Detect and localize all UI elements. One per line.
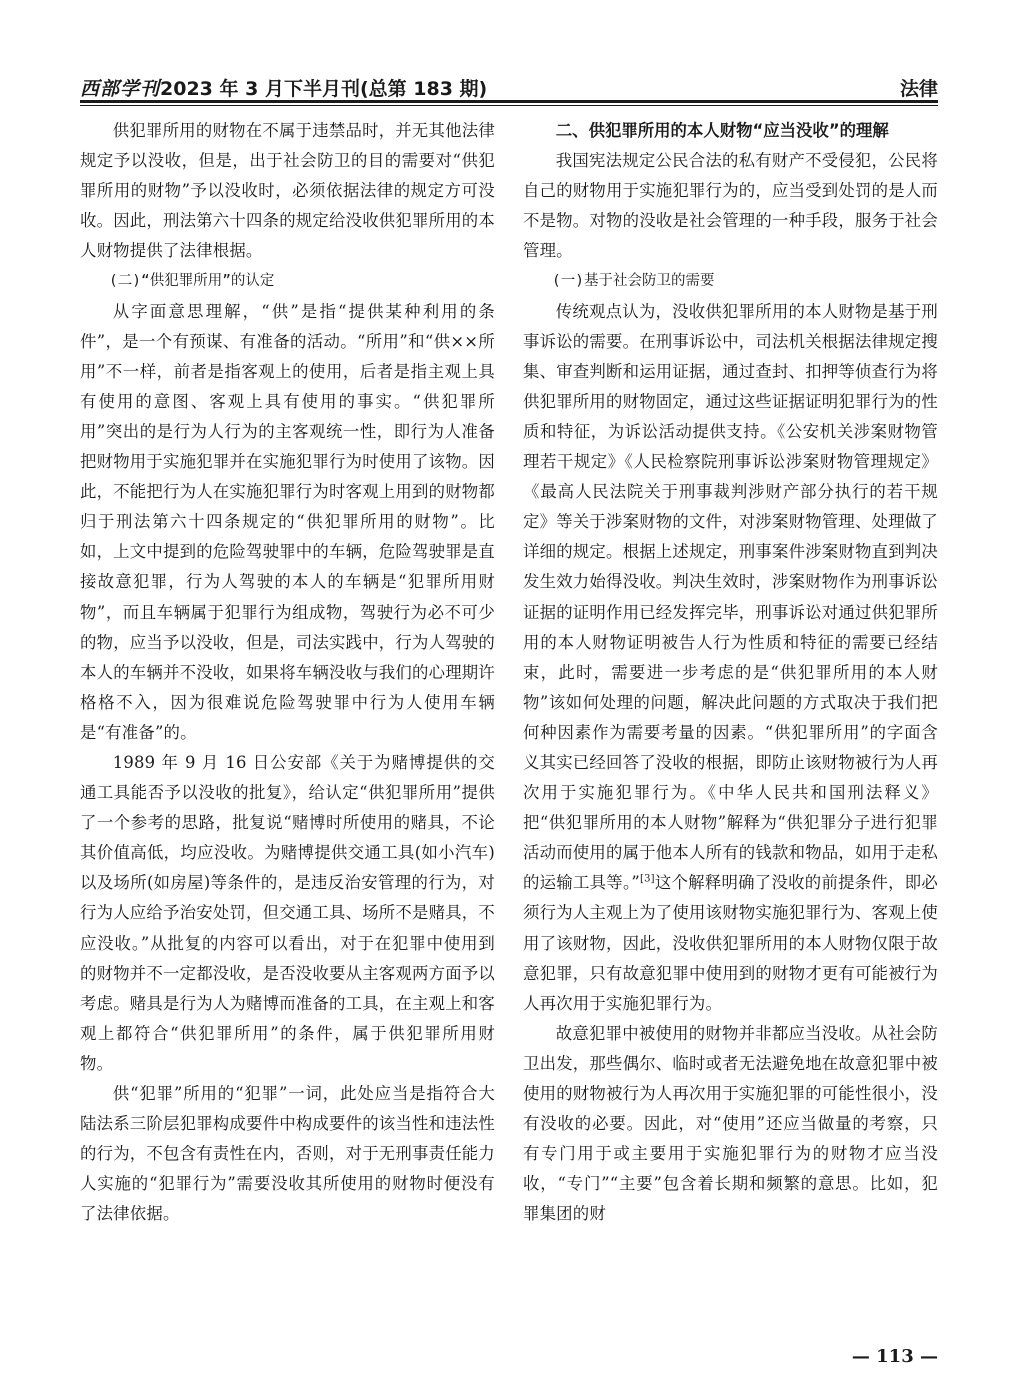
running-header <box>80 66 938 104</box>
subsection-heading: (二)“供犯罪所用”的认定 <box>109 273 275 290</box>
paragraph-text: 传统观点认为，没收供犯罪所用的本人财物是基于刑事诉讼的需要。在刑事诉讼中，司法机关根据法律规定搜集、审查判断和运用证据，通过查封、扣押等侦查行为将供犯罪所用的财物固定，通过这些证据证明犯罪行为的性质和特征，为诉讼活动提供支持。《公安机关涉案财物管理若干规定》《人民检察院刑事诉讼涉案财物管理规定》《最高人民法院关于刑事裁判涉财产部分执行的若干规定》等关于涉案财物的文件，对涉案财物管理、处理做了详细的规定。根据上述规定，刑事案件涉案财物直到判决发生效力始得没收。判决生效时，涉案财物作为刑事诉讼证据的证明作用已经发挥完毕，刑事诉讼对通过供犯罪所用的本人财物证明被告人行为性质和特征的需要已经结束，此时，需要进一步考虑的是“供犯罪所用的本人财物”该如何处理的问题，解决此问题的方式取决于我们把何种因素作为需要考量的因素。“供犯罪所用”的字面含义其实已经回答了没收的根据，即防止该财物被行为人再次用于实施犯罪行为。《中华人民共和国刑法释义》把“供犯罪所用的本人财物”解释为“供犯罪分子进行犯罪活动而使用的属于他本人所有的钱款和物品，如用于走私的运输工具等。” <box>523 301 938 893</box>
section-title: 法律 <box>899 78 938 100</box>
page-number: — 113 — <box>851 1346 938 1367</box>
header-rule-thin <box>80 105 938 106</box>
paragraph: 1989 年 9 月 16 日公安部《关于为赌博提供的交通工具能否予以没收的批复》，给认定“供犯罪所用”提供了一个参考的思路，批复说“赌博时所使用的赌具，不论其价值高低，均应没收。为赌博提供交通工具(如小汽车)以及场所(如房屋)等条件的，是违反治安管理的行为，对行为人应给予治安处罚，但交通工具、场所不是赌具，不应没收。”从批复的内容可以看出，对于在犯罪中使用到的财物并不一定都没收，是否没收要从主客观两方面予以考虑。赌具是行为人为赌博而准备的工具，在主观上和客观上都符合“供犯罪所用”的条件，属于供犯罪所用财物。 <box>80 752 495 1073</box>
paragraph: 故意犯罪中被使用的财物并非都应当没收。从社会防卫出发，那些偶尔、临时或者无法避免地在故意犯罪中被使用的财物被行为人再次用于实施犯罪的可能性很小，没有没收的必要。因此，对“使用”还应当做量的考察，只有专门用于或主要用于实施犯罪行为的财物才应当没收，“专门”“主要”包含着长期和频繁的意思。比如，犯罪集团的财 <box>523 1023 938 1224</box>
paragraph-text: 这个解释明确了没收的前提条件，即必须行为人主观上为了使用该财物实施犯罪行为、客观上使用了该财物，因此，没收供犯罪所用的本人财物仅限于故意犯罪，只有故意犯罪中使用到的财物才更有可能被行为人再次用于实施犯罪行为。 <box>523 873 939 1013</box>
section-heading: 二、供犯罪所用的本人财物“应当没收”的理解 <box>555 121 889 140</box>
paragraph: 从字面意思理解，“供”是指“提供某种利用的条件”，是一个有预谋、有准备的活动。“所用”和“供××所用”不一样，前者是指客观上的使用，后者是指主观上具有使用的意图、客观上具有使用的事实。“供犯罪所用”突出的是行为人行为的主客观统一性，即行为人准备把财物用于实施犯罪并在实施犯罪行为时使用了该物。因此，不能把行为人在实施犯罪行为时客观上用到的财物都归于刑法第六十四条规定的“供犯罪所用的财物”。比如，上文中提到的危险驾驶罪中的车辆，危险驾驶罪是直接故意犯罪，行为人驾驶的本人的车辆是“犯罪所用财物”，而且车辆属于犯罪行为组成物，驾驶行为必不可少的物，应当予以没收，但是，司法实践中，行为人驾驶的本人的车辆并不没收，如果将车辆没收与我们的心理期许格格不入，因为很难说危险驾驶罪中行为人使用车辆是“有准备”的。 <box>80 301 495 742</box>
issue-info: 2023 年 3 月下半月刊(总第 183 期) <box>160 78 488 100</box>
subsection-heading: (一)基于社会防卫的需要 <box>552 273 715 290</box>
right-column <box>523 116 938 1229</box>
journal-logo: 西部学刊 <box>80 78 161 100</box>
paragraph: 供“犯罪”所用的“犯罪”一词，此处应当是指符合大陆法系三阶层犯罪构成要件中构成要件的该当性和违法性的行为，不包含有责性在内，否则，对于无刑事责任能力人实施的“犯罪行为”需要没收其所使用的财物时便没有了法律依据。 <box>80 1084 495 1224</box>
citation-reference[interactable]: [3] <box>640 873 655 885</box>
paragraph <box>523 297 938 1019</box>
journal-issue-line <box>80 74 487 101</box>
paragraph: 供犯罪所用的财物在不属于违禁品时，并无其他法律规定予以没收，但是，出于社会防卫的目的需要对“供犯罪所用的财物”予以没收时，必须依据法律的规定方可没收。因此，刑法第六十四条的规定给没收供犯罪所用的本人财物提供了法律根据。 <box>80 121 495 261</box>
header-rule-thick <box>80 100 938 103</box>
left-column <box>80 116 495 1229</box>
paragraph: 我国宪法规定公民合法的私有财产不受侵犯，公民将自己的财物用于实施犯罪行为的，应当受到处罚的是人而不是物。对物的没收是社会管理的一种手段，服务于社会管理。 <box>523 151 938 261</box>
